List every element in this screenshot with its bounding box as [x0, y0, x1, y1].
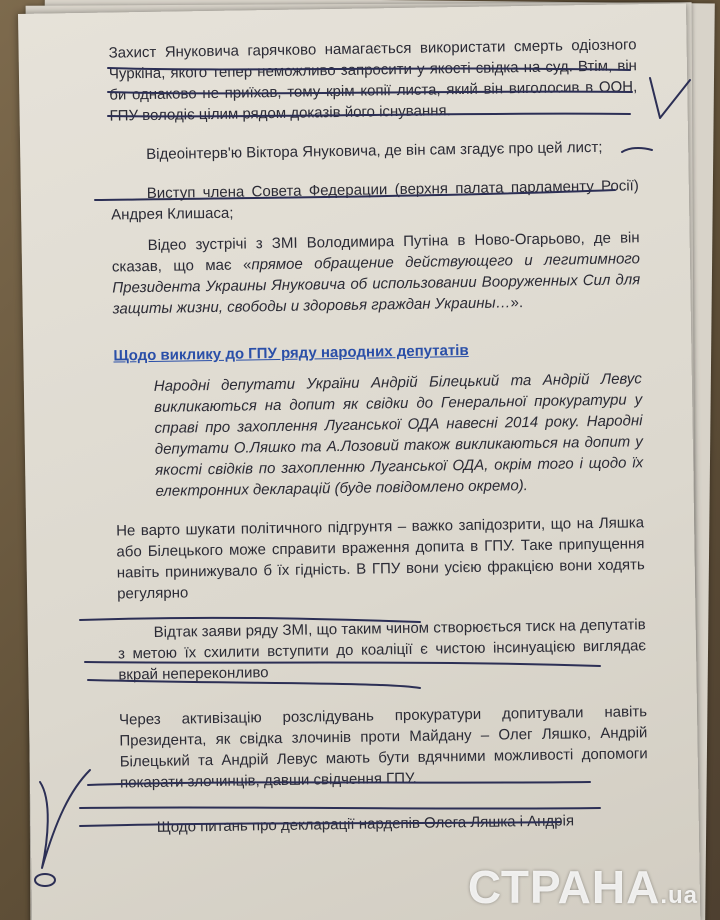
paragraph-deputies-summoned: Народні депутати України Андрій Білецький та Андрій Левус викликаються на допит як свідки до Генеральної прокуратури у справі про захоплення Луганської ОДА навесні 2014 року. Народні депутати О.Ляшко та А.Лозовий також викликаються на допит у якості свідків по захопленню Луганської ОДА, окрім того і щодо їх електронних декларацій (буде повідомлено окремо). — [153, 370, 644, 500]
putin-quote: прямое обращение действующего и легитимного Президента Украины Януковича об использовании Вооруженных Сил для защиты жизни, свободы и здоровья граждан Украины… — [112, 250, 641, 318]
watermark-tld: .ua — [660, 882, 698, 909]
paragraph-president-witness: Через активізацію розслідувань прокуратури допитували навіть Президента, як свідка злочинів проти Майдану – Олег Ляшко, Андрій Білецький та Андрій Левус мають бути вдячними можливості допомоги покарати злочинців, давши свідчення ГПУ. — [118, 703, 648, 792]
paragraph-media-claims: Відтак заяви ряду ЗМІ, що таким чином створюється тиск на депутатів з метою їх схилити вступити до коаліції є чистою інсинуацією виглядає вкрай непереконливо — [117, 616, 647, 684]
watermark-logo — [468, 860, 698, 914]
paragraph-video-interview: Відеоінтерв'ю Віктора Януковича, де він сам згадує про цей лист; — [146, 138, 603, 164]
watermark-main: СТРАНА — [467, 861, 661, 913]
section-heading: Щодо виклику до ГПУ ряду народних депутатів — [113, 341, 469, 365]
document-page — [18, 4, 700, 920]
paragraph-no-politics: Не варто шукати політичного підгрунтя – важко запідозрити, що на Ляшка або Білецького може справити враження допита в ГПУ. Таке припущення навіть принижувало б їх гідність. В ГПУ вони усією фракцією вони ходять регулярно — [115, 514, 645, 603]
paragraph-defense: Захист Януковича гарячково намагається використати смерть одіозного Чуркіна, якого тепер неможливо запросити у якості свідка на суд. Втім, він би однаково не приїхав, тому крім копії листа, який він виголосив в ООН, ГПУ володіє цілим рядом доказів його існування. — [108, 36, 638, 125]
paragraph-klishas: Виступ члена Совета Федерации (верхня палата парламенту Росії) Андрея Клишаса; — [111, 177, 639, 224]
paragraph-declarations: Щодо питань про декларації нардепів Олега Ляшка і Андрія — [156, 812, 575, 836]
putin-video-end: ». — [510, 294, 524, 312]
document-body — [108, 34, 648, 838]
putin-video-intro: Відео зустрічі з ЗМІ Володимира Путіна в Ново-Огарьово, де він сказав, що має « — [111, 229, 640, 276]
paragraph-putin-video — [111, 227, 640, 319]
